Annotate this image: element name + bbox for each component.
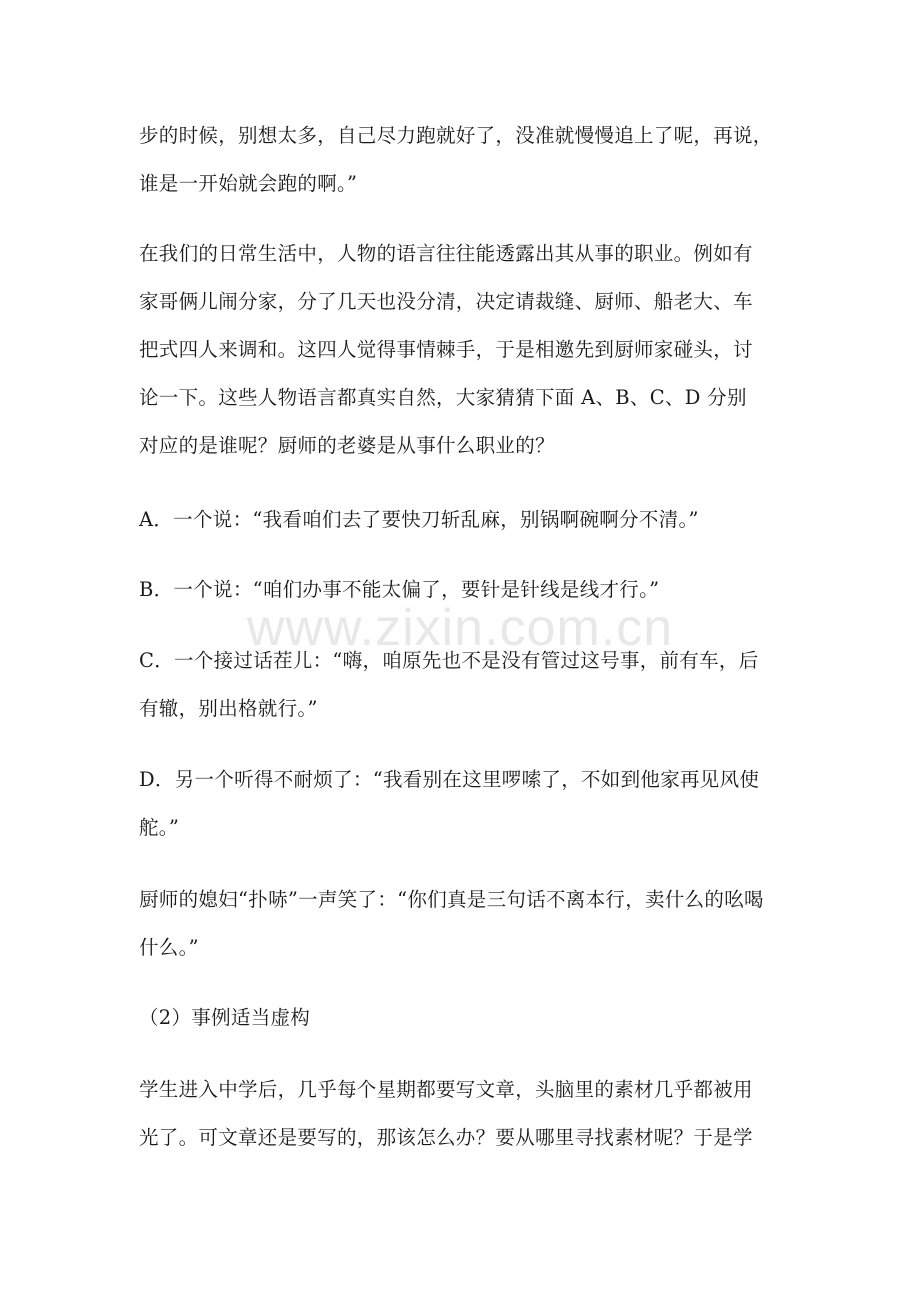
paragraph-students-material: [139, 1066, 784, 1162]
text-line: 谁是一开始就会跑的啊。”: [139, 172, 358, 195]
option-c: [139, 637, 784, 733]
watermark: www.zixin.com.cn: [246, 599, 674, 657]
paragraph-occupation-language: [139, 230, 784, 470]
paragraph-intro-continuation: [139, 112, 784, 208]
text-line: 论一下。这些人物语言都真实自然，大家猜猜下面 A、B、C、D 分别: [139, 386, 747, 409]
text-line: 什么。”: [139, 936, 199, 959]
text-line: 有辙，别出格就行。”: [139, 697, 318, 720]
paragraph-cook-wife: [139, 876, 784, 972]
text-line: （2）事例适当虚构: [139, 1006, 311, 1029]
option-d: [139, 756, 784, 852]
text-line: 光了。可文章还是要写的，那该怎么办？要从哪里寻找素材呢？于是学: [139, 1126, 753, 1149]
text-line: B．一个说：“咱们办事不能太偏了，要针是针线是线才行。”: [139, 578, 660, 601]
text-line: 在我们的日常生活中，人物的语言往往能透露出其从事的职业。例如有: [139, 242, 753, 265]
text-line: 家哥俩儿闹分家，分了几天也没分清，决定请裁缝、厨师、船老大、车: [139, 290, 753, 313]
option-b: [139, 566, 784, 614]
text-line: C．一个接过话茬儿：“嗨，咱原先也不是没有管过这号事，前有车，后: [139, 649, 759, 672]
section-heading: [139, 994, 784, 1042]
text-line: 学生进入中学后，几乎每个星期都要写文章，头脑里的素材几乎都被用: [139, 1078, 753, 1101]
text-line: 厨师的媳妇“扑哧”一声笑了：“你们真是三句话不离本行，卖什么的吆喝: [139, 888, 764, 911]
text-line: 对应的是谁呢？厨师的老婆是从事什么职业的？: [139, 434, 555, 457]
text-line: 把式四人来调和。这四人觉得事情棘手，于是相邀先到厨师家碰头，讨: [139, 338, 753, 361]
text-line: 舵。”: [139, 816, 180, 839]
text-line: A．一个说：“我看咱们去了要快刀斩乱麻，别锅啊碗啊分不清。”: [139, 508, 699, 531]
text-line: D．另一个听得不耐烦了：“我看别在这里啰嗦了，不如到他家再见风使: [139, 768, 760, 791]
option-a: [139, 496, 784, 544]
text-line: 步的时候，别想太多，自己尽力跑就好了，没准就慢慢追上了呢，再说，: [139, 124, 773, 147]
